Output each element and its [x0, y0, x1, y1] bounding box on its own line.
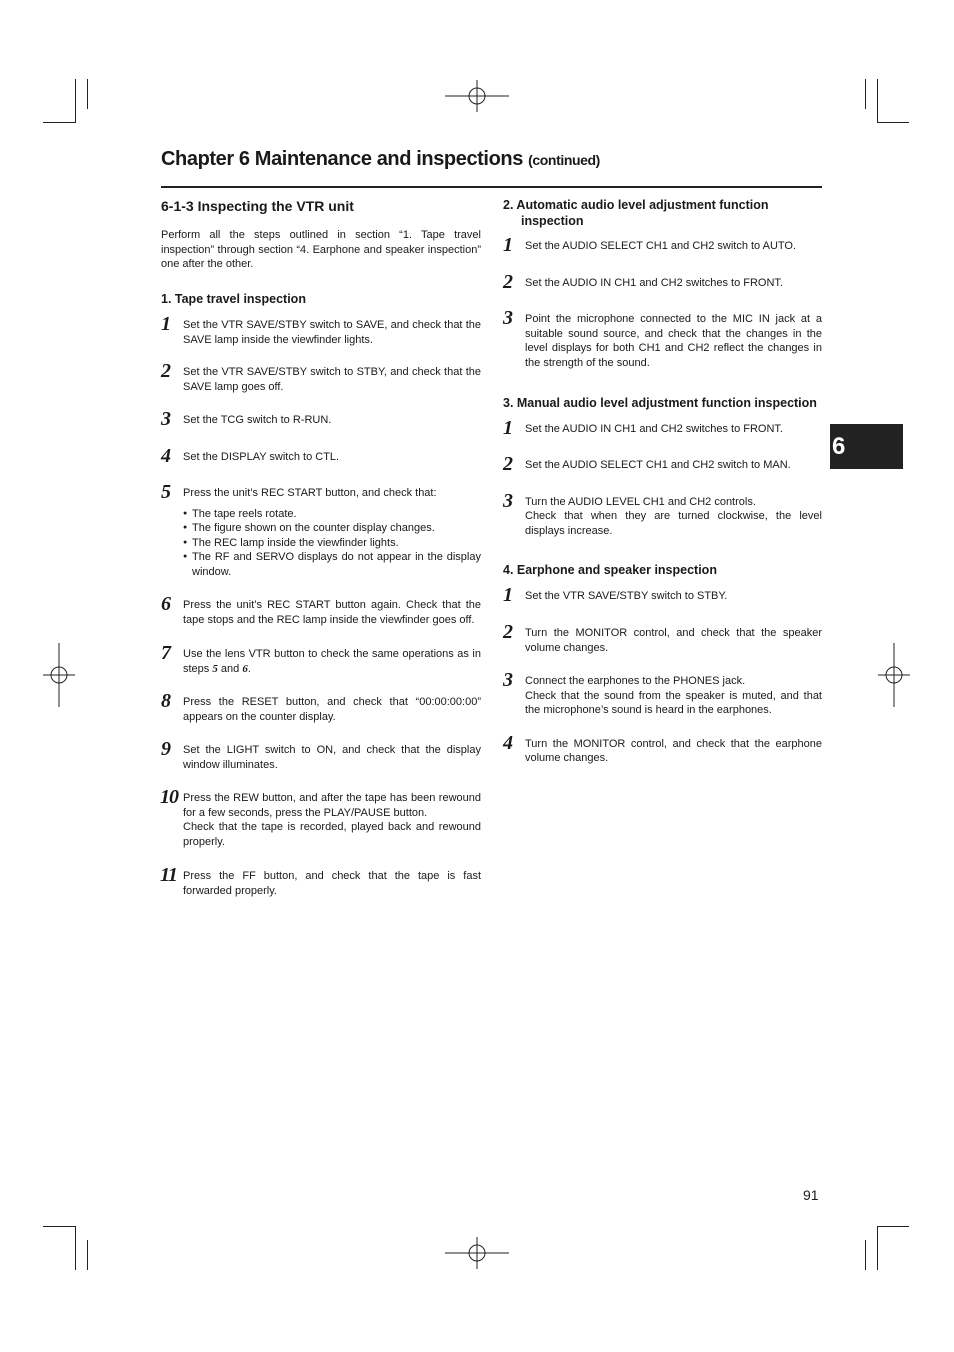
step-number: 2 [503, 453, 512, 475]
step-text: Press the unit’s REC START button, and check that: [183, 487, 437, 499]
step-text: Turn the AUDIO LEVEL CH1 and CH2 controls. [525, 495, 756, 508]
step-text: Set the TCG switch to R-RUN. [183, 414, 332, 426]
page-number: 91 [803, 1187, 819, 1203]
step-text-part: Use the lens VTR button to check the same operations as in steps [183, 648, 481, 675]
right-column [503, 198, 822, 766]
step-9 [161, 738, 481, 772]
left-column [161, 198, 481, 898]
step-1 [503, 416, 822, 439]
step-text: Press the RESET button, and check that “00:00:00:00” appears on the counter display. [183, 696, 481, 723]
chapter-header [161, 148, 822, 188]
subsection-title-auto-audio: 2. Automatic audio level adjustment function inspection [503, 198, 769, 228]
step-text [183, 647, 481, 676]
step-number: 8 [161, 690, 170, 712]
step-number: 7 [161, 642, 170, 664]
step-4 [503, 731, 822, 766]
step-text-part: and [217, 662, 243, 675]
step-number: 11 [160, 864, 177, 886]
step-number: 1 [503, 234, 512, 256]
step-text: Set the DISPLAY switch to CTL. [183, 450, 340, 463]
check-item: ● The REC lamp inside the viewfinder lights. [183, 536, 481, 551]
step-number: 4 [503, 731, 512, 754]
step-text: Set the VTR SAVE/STBY switch to STBY. [525, 589, 728, 602]
step-number: 10 [160, 786, 178, 808]
section-intro: Perform all the steps outlined in section “1. Tape travel inspection” through section “4. Earphone and speaker inspection” one after the other. [161, 229, 481, 270]
step-text: Point the microphone connected to the MIC IN jack at a suitable sound source, and check that the changes in the level displays for both CH1 and CH2 reflect the changes in the strength of the sound. [525, 313, 822, 369]
step-5 [161, 481, 481, 579]
step-text: Press the REW button, and after the tape has been rewound for a few seconds, press the PLAY/PAUSE button. [183, 792, 481, 819]
registration-mark-left [43, 643, 75, 707]
step-number: 3 [161, 408, 170, 430]
step-text-continued: Check that the tape is recorded, played back and rewound properly. [183, 821, 481, 848]
step-3 [161, 408, 481, 430]
step-text: Set the VTR SAVE/STBY switch to SAVE, and check that the SAVE lamp inside the viewfinder lights. [183, 319, 481, 346]
step-3 [503, 669, 822, 718]
step-3 [503, 307, 822, 370]
section-title: 6-1-3 Inspecting the VTR unit [161, 198, 354, 214]
step-text-continued: Check that when they are turned clockwise, the level displays increase. [525, 510, 822, 537]
step-10 [160, 786, 481, 849]
step-number: 1 [161, 313, 170, 335]
check-list [183, 507, 481, 580]
step-11 [160, 864, 481, 898]
step-3 [503, 489, 822, 539]
step-2 [503, 453, 822, 475]
step-number: 2 [161, 360, 170, 382]
check-item: ● The tape reels rotate. [183, 507, 481, 522]
step-number: 1 [503, 583, 512, 606]
registration-mark-right [878, 643, 910, 707]
step-2 [503, 621, 822, 655]
chapter-title [161, 148, 600, 171]
step-text: Turn the MONITOR control, and check that the speaker volume changes. [525, 627, 822, 654]
step-number: 4 [161, 444, 170, 467]
subsection-title-tape-travel: 1. Tape travel inspection [161, 291, 306, 306]
step-text: Set the AUDIO SELECT CH1 and CH2 switch to AUTO. [525, 240, 797, 252]
subsection-title-manual-audio: 3. Manual audio level adjustment function inspection [503, 396, 817, 410]
step-text: Press the unit’s REC START button again. Check that the tape stops and the REC lamp inside the viewfinder goes off. [183, 599, 481, 626]
subsection-title-earphone-speaker: 4. Earphone and speaker inspection [503, 563, 717, 577]
step-text: Set the LIGHT switch to ON, and check that the display window illuminates. [183, 744, 481, 771]
step-text: Set the AUDIO SELECT CH1 and CH2 switch to MAN. [525, 459, 791, 471]
step-number: 3 [503, 307, 512, 329]
step-text: Connect the earphones to the PHONES jack. [525, 675, 746, 687]
step-text: Press the FF button, and check that the tape is fast forwarded properly. [183, 870, 481, 897]
step-number: 5 [161, 481, 170, 503]
step-1 [161, 313, 481, 347]
step-2 [503, 270, 822, 293]
step-1 [503, 583, 822, 606]
chapter-title-text: Chapter 6 Maintenance and inspections [161, 148, 523, 170]
continued-label: (continued) [528, 152, 600, 168]
registration-mark-bottom [445, 1237, 509, 1269]
step-number: 1 [503, 416, 512, 439]
step-number: 2 [503, 621, 512, 643]
check-item: ● The figure shown on the counter display changes. [183, 521, 481, 536]
step-text: Set the VTR SAVE/STBY switch to STBY, and check that the SAVE lamp goes off. [183, 366, 481, 393]
step-text-part: . [247, 662, 251, 675]
step-reference: 5 [212, 662, 218, 675]
step-reference: 6 [242, 662, 248, 675]
registration-mark-top [445, 80, 509, 112]
step-number: 9 [161, 738, 170, 760]
step-text-continued: Check that the sound from the speaker is muted, and that the microphone’s sound is heard in the earphones. [525, 689, 822, 716]
step-number: 2 [503, 270, 512, 293]
step-2 [161, 360, 481, 394]
step-number: 6 [161, 593, 170, 615]
step-text: Set the AUDIO IN CH1 and CH2 switches to FRONT. [525, 422, 783, 435]
step-6 [161, 593, 481, 627]
step-7 [161, 642, 481, 676]
step-1 [503, 234, 822, 256]
step-number: 3 [503, 669, 512, 691]
chapter-tab: 6 [830, 424, 903, 469]
check-item: ● The RF and SERVO displays do not appear in the display window. [183, 550, 481, 579]
step-number: 3 [503, 489, 512, 512]
step-text: Turn the MONITOR control, and check that the earphone volume changes. [525, 737, 822, 764]
step-text: Set the AUDIO IN CH1 and CH2 switches to FRONT. [525, 276, 783, 289]
step-8 [161, 690, 481, 724]
step-4 [161, 444, 481, 467]
